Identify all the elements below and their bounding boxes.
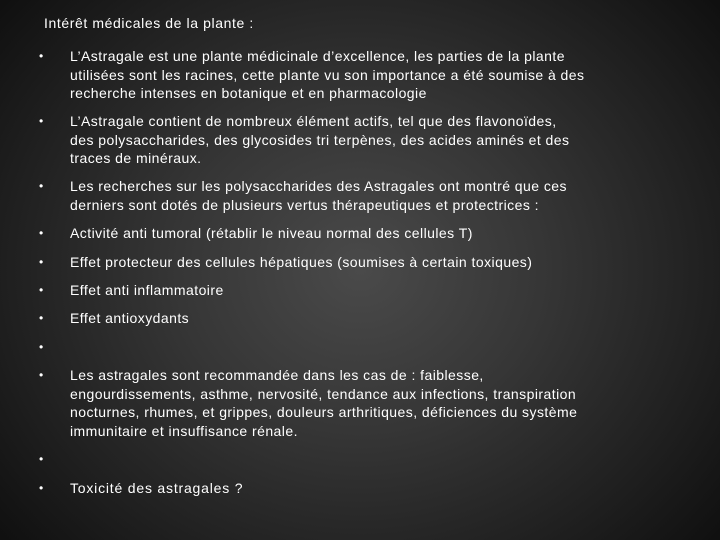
bullet-dot-icon: • [39, 368, 44, 382]
bullet-dot-icon: • [39, 49, 44, 63]
bullet-text: Les astragales sont recommandée dans les cas de : faiblesse, engourdissements, asthme, nervosité, tendance aux infections, transpiration nocturnes, rhumes, et grippes, douleurs arthritiques, déficiences du système immunitaire et insuffisance rénale. [70, 367, 578, 439]
bullet-text: Effet antioxydants [70, 310, 190, 326]
bullet-dot-icon: • [39, 481, 44, 495]
bullet-text: Effet anti inflammatoire [70, 282, 224, 298]
bullet-dot-icon: • [39, 452, 44, 466]
bullet-dot-icon: • [39, 283, 44, 297]
bullet-dot-icon: • [39, 114, 44, 128]
bullet-text: L’Astragale est une plante médicinale d’excellence, les parties de la plante utilisées sont les racines, cette plante vu son importance a été soumise à des recherche intenses en botanique et en pharmacologie [70, 48, 585, 101]
slide-title: Intérêt médicales de la plante : [44, 15, 254, 31]
bullet-text: Effet protecteur des cellules hépatiques (soumises à certain toxiques) [70, 254, 533, 270]
bullet-dot-icon: • [39, 255, 44, 269]
bullet-text: L’Astragale contient de nombreux élément actifs, tel que des flavonoïdes, des polysaccharides, des glycosides tri terpènes, des acides aminés et des traces de minéraux. [70, 113, 570, 166]
bullet-text-question: Toxicité des astragales ? [70, 480, 244, 496]
bullet-dot-icon: • [39, 311, 44, 325]
bullet-dot-icon: • [39, 226, 44, 240]
bullet-text: Les recherches sur les polysaccharides des Astragales ont montré que ces derniers sont dotés de plusieurs vertus thérapeutiques et protectrices : [70, 178, 567, 213]
bullet-text: Activité anti tumoral (rétablir le niveau normal des cellules T) [70, 225, 473, 241]
bullet-dot-icon: • [39, 340, 44, 354]
bullet-dot-icon: • [39, 179, 44, 193]
